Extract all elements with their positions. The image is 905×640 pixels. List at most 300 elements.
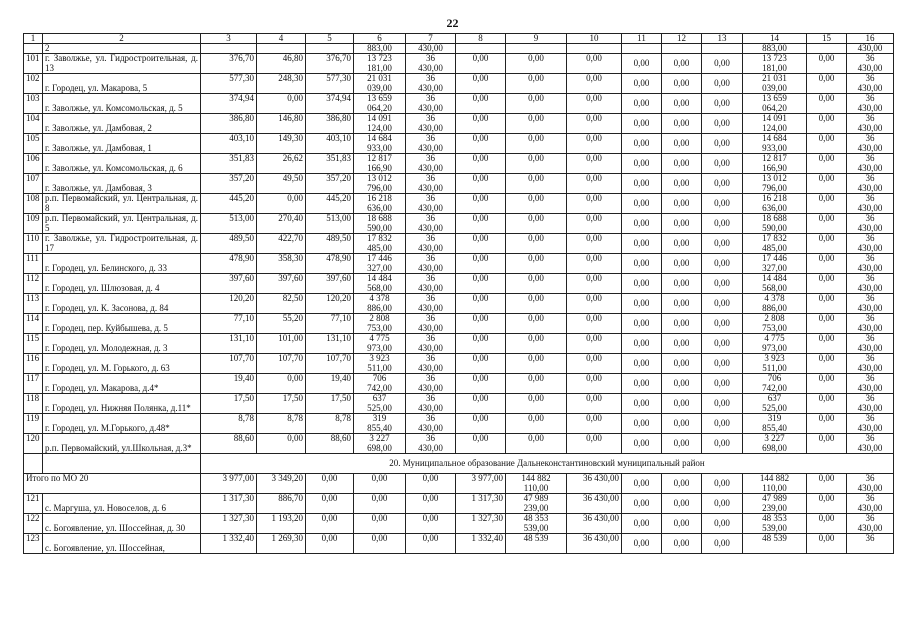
- data-table: [23, 33, 894, 554]
- area-repair: 445,20: [306, 194, 354, 214]
- cell-c9: 0,00: [506, 314, 567, 334]
- cost-total-final: [743, 154, 807, 174]
- cell-c11: 0,00: [622, 274, 662, 294]
- section-empty: [43, 454, 201, 474]
- cost-total-final-bottom: 166,90: [762, 162, 787, 173]
- cost-unit: [406, 294, 456, 314]
- cost-unit-bottom: 430,00: [418, 102, 443, 113]
- cost-unit-final-top: 36: [865, 193, 875, 203]
- total-cost-bottom: 110,00: [523, 482, 549, 493]
- cell-c10: 0,00: [567, 154, 622, 174]
- column-number: 14: [743, 34, 807, 44]
- address: р.п. Первомайский, ул. Центральная, д. 5: [43, 214, 201, 234]
- cost-unit-final-top: 36: [865, 493, 875, 503]
- cell-c9: 0,00: [506, 134, 567, 154]
- cell-c9: 0,00: [506, 374, 567, 394]
- cost-unit: [406, 374, 456, 394]
- cost-unit-top: 36: [426, 393, 435, 403]
- cell-c11: 0,00: [622, 134, 662, 154]
- cell-c10: 0,00: [567, 114, 622, 134]
- cost-unit-final: [847, 134, 894, 154]
- cost-unit-final-bottom: 430,00: [857, 382, 883, 393]
- column-number: 2: [43, 34, 201, 44]
- cell-c10: 0,00: [567, 294, 622, 314]
- cell-c2: 2: [43, 44, 201, 54]
- cell-c5: [306, 44, 354, 54]
- cell-c11: 0,00: [622, 94, 662, 114]
- cell-c15: 0,00: [807, 54, 847, 74]
- cell-c13: 0,00: [702, 414, 743, 434]
- row-number: 109: [24, 214, 43, 234]
- cost-unit: [406, 174, 456, 194]
- cell-c10: 0,00: [567, 74, 622, 94]
- cost-unit-final-top: 36: [865, 353, 875, 363]
- column-number: 1: [24, 34, 43, 44]
- cost-unit: [406, 54, 456, 74]
- cost-total-final: [743, 534, 807, 554]
- cost-total-final: [743, 134, 807, 154]
- row-number: 108: [24, 194, 43, 214]
- cost-total-final-top: 13 012: [762, 173, 787, 183]
- column-number: 13: [702, 34, 743, 44]
- cost-unit-bottom: 430,00: [418, 222, 443, 233]
- area-repair: 478,90: [306, 254, 354, 274]
- cost-total-final-top: 706: [767, 373, 782, 383]
- cell-c13: 0,00: [702, 114, 743, 134]
- cost-unit-final-top: 36: [865, 173, 875, 183]
- table-row: [24, 514, 894, 534]
- cost-total-final-top: 14 091: [762, 113, 787, 123]
- address: г. Городец, ул. Молодежная, д. 3: [43, 334, 201, 354]
- cost-unit-top: 36: [426, 433, 435, 443]
- area-total: 77,10: [201, 314, 257, 334]
- area-repair: 17,50: [306, 394, 354, 414]
- column-number: 4: [257, 34, 306, 44]
- cell-c11: 0,00: [622, 434, 662, 454]
- area-total: 131,10: [201, 334, 257, 354]
- cost-unit: [406, 254, 456, 274]
- cell-c15: 0,00: [807, 374, 847, 394]
- cost-unit-final: [847, 374, 894, 394]
- cost-total-final: [743, 294, 807, 314]
- cell-c13: 0,00: [702, 174, 743, 194]
- cell-c15: [807, 44, 847, 54]
- cost-unit: [406, 194, 456, 214]
- cell-c15: 0,00: [807, 394, 847, 414]
- row-number: 123: [24, 534, 43, 554]
- cell-c12: 0,00: [662, 54, 702, 74]
- row-number: 110: [24, 234, 43, 254]
- cell-c13: 0,00: [702, 254, 743, 274]
- cost-unit-final-bottom: 430,00: [857, 522, 883, 533]
- cost-unit-final-top: 36: [865, 53, 875, 63]
- cell-c13: 0,00: [702, 354, 743, 374]
- area-living: 17,50: [257, 394, 306, 414]
- area-repair: 489,50: [306, 234, 354, 254]
- cell-c14: 883,00: [743, 44, 807, 54]
- column-number: 5: [306, 34, 354, 44]
- area-total: 120,20: [201, 294, 257, 314]
- cost-total-final-bottom: 796,00: [762, 182, 787, 193]
- area-total: 577,30: [201, 74, 257, 94]
- area-repair: 77,10: [306, 314, 354, 334]
- cost-unit-top: 36: [426, 273, 435, 283]
- cost-total-bottom: 039,00: [367, 82, 392, 93]
- area-living: 422,70: [257, 234, 306, 254]
- cell-c8: 0,00: [456, 174, 506, 194]
- cost-unit-final: [847, 174, 894, 194]
- address: с. Богоявление, ул. Шоссейная,: [43, 534, 201, 554]
- cost-total-bottom: 973,00: [367, 342, 392, 353]
- cost-unit: [406, 134, 456, 154]
- address: г. Городец, ул. К. Засонова, д. 84: [43, 294, 201, 314]
- area-living: 146,80: [257, 114, 306, 134]
- total-cost: [506, 474, 567, 494]
- area-living: 149,30: [257, 134, 306, 154]
- address: г. Заволжье, ул. Комсомольская, д. 5: [43, 94, 201, 114]
- cost-total-top: 14 684: [367, 133, 392, 143]
- table-row: [24, 494, 894, 514]
- cost-total-bottom: 590,00: [367, 222, 392, 233]
- cell-c11: 0,00: [622, 214, 662, 234]
- cost-unit-final-bottom: 430,00: [857, 282, 883, 293]
- cell-c8: 0,00: [456, 434, 506, 454]
- cost-total: [506, 514, 567, 534]
- cost-total-bottom: 239,00: [523, 502, 549, 513]
- cost-total-top: 14 484: [367, 273, 392, 283]
- address: г. Заволжье, ул. Дамбовая, 2: [43, 114, 201, 134]
- table-row: [24, 54, 894, 74]
- area-living: 82,50: [257, 294, 306, 314]
- cost-total: [354, 394, 406, 414]
- cell-c12: 0,00: [662, 74, 702, 94]
- cost-unit-final-top: 36: [865, 393, 875, 403]
- cell-c10: 0,00: [567, 134, 622, 154]
- cost-total-bottom: 742,00: [367, 382, 392, 393]
- cost-unit-final: [847, 334, 894, 354]
- cost-unit-bottom: 430,00: [418, 422, 443, 433]
- cost-total-final-top: 3 227: [764, 433, 785, 443]
- cost-unit-bottom: 430,00: [418, 302, 443, 313]
- cost-unit: 36 430,00: [567, 514, 622, 534]
- cost-unit-top: 36: [426, 73, 435, 83]
- cost-unit-bottom: 430,00: [418, 182, 443, 193]
- cell-c10: 0,00: [567, 274, 622, 294]
- area-total: 1 332,40: [201, 534, 257, 554]
- cell-c9: 0,00: [506, 414, 567, 434]
- cost-total-final: [743, 274, 807, 294]
- cell-c9: 0,00: [506, 334, 567, 354]
- cost-total-top: 3 923: [369, 353, 390, 363]
- cell-c9: 0,00: [506, 394, 567, 414]
- cost-total-top: 13 012: [367, 173, 392, 183]
- cost-unit-bottom: 430,00: [418, 442, 443, 453]
- cost-total-final-bottom: 539,00: [762, 522, 787, 533]
- table-row: [24, 214, 894, 234]
- total-unit: 36 430,00: [567, 474, 622, 494]
- cost-unit-final-top: 36: [865, 373, 875, 383]
- column-number: 3: [201, 34, 257, 44]
- cost-total-final-top: 4 775: [764, 333, 785, 343]
- cost-unit-final-bottom: 430,00: [857, 262, 883, 273]
- cost-unit-final: [847, 294, 894, 314]
- area-living: 397,60: [257, 274, 306, 294]
- cost-unit-final-top: 36: [865, 433, 875, 443]
- table-row: [24, 74, 894, 94]
- cost-unit-bottom: 430,00: [418, 82, 443, 93]
- cost-total-top: 4 775: [369, 333, 390, 343]
- cost-unit-bottom: 430,00: [418, 402, 443, 413]
- cell-c15: 0,00: [807, 74, 847, 94]
- cost-total: [354, 434, 406, 454]
- cell-c12: 0,00: [662, 474, 702, 494]
- cost-total-final-bottom: 525,00: [762, 402, 787, 413]
- cost-unit: [406, 114, 456, 134]
- area-living: 0,00: [257, 374, 306, 394]
- cell-c8: 0,00: [456, 134, 506, 154]
- cost-unit-final-bottom: 430,00: [857, 142, 883, 153]
- cost-total-top: 17 832: [367, 233, 392, 243]
- cost-total-final: [743, 94, 807, 114]
- cost-unit-final-top: 36: [865, 253, 875, 263]
- cell-c13: 0,00: [702, 494, 743, 514]
- cost-total-bottom: 698,00: [367, 442, 392, 453]
- cost-unit-final-top: 36: [865, 513, 875, 523]
- cost-unit-top: 36: [426, 413, 435, 423]
- cell-c15: 0,00: [807, 494, 847, 514]
- address: г. Городец, пер. Куйбышева, д. 5: [43, 314, 201, 334]
- total-cost-final: [743, 474, 807, 494]
- cost-total-top: 48 353: [523, 513, 549, 523]
- area-total: 513,00: [201, 214, 257, 234]
- column-number: 7: [406, 34, 456, 44]
- cost-total-final-top: 17 446: [762, 253, 787, 263]
- cell-c13: 0,00: [702, 274, 743, 294]
- total-label: Итого по МО 20: [24, 474, 201, 494]
- cost-unit-final-top: 36: [865, 333, 875, 343]
- cost-unit-final: [847, 214, 894, 234]
- cost-unit-final-top: 36: [865, 293, 875, 303]
- cost-unit-top: 36: [426, 293, 435, 303]
- cost-unit-final-bottom: 430,00: [857, 62, 883, 73]
- cost-unit-final-top: 36: [865, 533, 875, 543]
- area-total: 445,20: [201, 194, 257, 214]
- cell-c7: 0,00: [406, 494, 456, 514]
- area-repair: 357,20: [306, 174, 354, 194]
- cost-total: [506, 494, 567, 514]
- cell-c9: 0,00: [506, 294, 567, 314]
- cost-total-bottom: 933,00: [367, 142, 392, 153]
- cell-c9: 0,00: [506, 74, 567, 94]
- cost-total: [354, 414, 406, 434]
- cell-c10: 0,00: [567, 414, 622, 434]
- cost-unit: [406, 274, 456, 294]
- cell-c15: 0,00: [807, 314, 847, 334]
- cost-total-final-top: 13 659: [762, 93, 787, 103]
- cost-unit-final: [847, 234, 894, 254]
- address: г. Городец, ул. Макарова, д.4*: [43, 374, 201, 394]
- area-repair: 120,20: [306, 294, 354, 314]
- cell-c12: 0,00: [662, 334, 702, 354]
- cell-c15: 0,00: [807, 154, 847, 174]
- cell-c9: 0,00: [506, 214, 567, 234]
- cell-c15: 0,00: [807, 294, 847, 314]
- address: г. Городец, ул. Белинского, д. 33: [43, 254, 201, 274]
- cost-unit-final: [847, 394, 894, 414]
- cost-unit: 36 430,00: [567, 494, 622, 514]
- address: г. Городец, ул. М.Горького, д.48*: [43, 414, 201, 434]
- cost-total-top: 706: [372, 373, 387, 383]
- cost-total: [354, 54, 406, 74]
- cell-c8: 0,00: [456, 314, 506, 334]
- cell-c12: 0,00: [662, 274, 702, 294]
- cell-c10: 0,00: [567, 94, 622, 114]
- cost-total-final-bottom: 039,00: [762, 82, 787, 93]
- cell-c6: 0,00: [354, 494, 406, 514]
- area-repair: 107,70: [306, 354, 354, 374]
- cell-c6: 0,00: [354, 534, 406, 554]
- cost-total: [354, 354, 406, 374]
- cell-c15: 0,00: [807, 254, 847, 274]
- cost-total-final-bottom: 855,40: [762, 422, 787, 433]
- cost-unit: [406, 94, 456, 114]
- area-repair: 397,60: [306, 274, 354, 294]
- cost-total-top: 48 539: [523, 533, 549, 543]
- cell-c12: 0,00: [662, 214, 702, 234]
- cell-c6: 0,00: [354, 514, 406, 534]
- cell-c3: [201, 44, 257, 54]
- row-number: 104: [24, 114, 43, 134]
- cost-unit-final: [847, 434, 894, 454]
- cell-c12: 0,00: [662, 94, 702, 114]
- total-living: 3 349,20: [257, 474, 306, 494]
- row-number: 120: [24, 434, 43, 454]
- area-total: 1 327,30: [201, 514, 257, 534]
- cost-total: [354, 314, 406, 334]
- cost-unit-top: 36: [426, 93, 435, 103]
- cost-unit-final: [847, 114, 894, 134]
- address: р.п. Первомайский, ул.Школьная, д.3*: [43, 434, 201, 454]
- cost-total-final-bottom: 698,00: [762, 442, 787, 453]
- cell-c15: 0,00: [807, 534, 847, 554]
- area-total: 8,78: [201, 414, 257, 434]
- cell-c15: 0,00: [807, 514, 847, 534]
- cell-c15: 0,00: [807, 354, 847, 374]
- cost-total: [354, 134, 406, 154]
- cost-unit: [406, 434, 456, 454]
- area-repair: 374,94: [306, 94, 354, 114]
- row-number: 101: [24, 54, 43, 74]
- cost-unit: [406, 394, 456, 414]
- cell-c9: 0,00: [506, 94, 567, 114]
- area-living: 49,50: [257, 174, 306, 194]
- area-total: 357,20: [201, 174, 257, 194]
- address: с. Богоявление, ул. Шоссейная, д. 30: [43, 514, 201, 534]
- row-number: 111: [24, 254, 43, 274]
- area-living: 358,30: [257, 254, 306, 274]
- cell-c13: 0,00: [702, 434, 743, 454]
- cell-c15: 0,00: [807, 434, 847, 454]
- table-row: [24, 294, 894, 314]
- section-row: [24, 454, 894, 474]
- cell-c13: 0,00: [702, 334, 743, 354]
- cost-unit-final-top: 36: [865, 73, 875, 83]
- cell-c12: 0,00: [662, 194, 702, 214]
- cost-unit-top: 36: [426, 233, 435, 243]
- cost-unit-final: [847, 74, 894, 94]
- cost-unit-final-bottom: 430,00: [857, 82, 883, 93]
- area-total: 489,50: [201, 234, 257, 254]
- cost-unit-final-bottom: 430,00: [857, 242, 883, 253]
- area-repair: 351,83: [306, 154, 354, 174]
- area-total: 19,40: [201, 374, 257, 394]
- cost-total-final: [743, 494, 807, 514]
- cell-c15: 0,00: [807, 414, 847, 434]
- cost-unit-final-bottom: 430,00: [857, 162, 883, 173]
- cell-c15: 0,00: [807, 334, 847, 354]
- cost-unit: 36 430,00: [567, 534, 622, 554]
- cell-c7: 0,00: [406, 534, 456, 554]
- cost-total-top: 319: [372, 413, 387, 423]
- cost-unit: [406, 314, 456, 334]
- cell-c13: 0,00: [702, 234, 743, 254]
- column-number: 11: [622, 34, 662, 44]
- cost-unit-final: [847, 54, 894, 74]
- area-living: 0,00: [257, 434, 306, 454]
- cost-unit-final: [847, 354, 894, 374]
- cost-unit-final-bottom: 430,00: [857, 102, 883, 113]
- cell-c15: 0,00: [807, 214, 847, 234]
- cost-total: [354, 194, 406, 214]
- page-number: 22: [446, 16, 459, 30]
- row-number: 121: [24, 494, 43, 514]
- cell-c12: 0,00: [662, 154, 702, 174]
- cell-c12: 0,00: [662, 494, 702, 514]
- cell-c8: 0,00: [456, 214, 506, 234]
- cost-total-bottom: 636,00: [367, 202, 392, 213]
- area-living: 0,00: [257, 94, 306, 114]
- cost-total-bottom: 568,00: [367, 282, 392, 293]
- section-empty: [24, 454, 43, 474]
- cell-c10: 0,00: [567, 354, 622, 374]
- cost-unit-final-top: 36: [865, 213, 875, 223]
- area-total: 17,50: [201, 394, 257, 414]
- cost-total-final: [743, 214, 807, 234]
- cost-total-final: [743, 114, 807, 134]
- cell-c10: 0,00: [567, 234, 622, 254]
- cost-total-bottom: 539,00: [523, 522, 549, 533]
- cost-total-top: 47 989: [523, 493, 549, 503]
- cost-total: [354, 254, 406, 274]
- cost-unit: [406, 214, 456, 234]
- cost-unit-bottom: 430,00: [418, 362, 443, 373]
- cell-c8: 0,00: [456, 334, 506, 354]
- area-total: 107,70: [201, 354, 257, 374]
- cost-total-final-top: 12 817: [762, 153, 787, 163]
- cost-total-final: [743, 414, 807, 434]
- cell-c13: 0,00: [702, 294, 743, 314]
- total-row: [24, 474, 894, 494]
- area-total: 376,70: [201, 54, 257, 74]
- cost-total: [354, 234, 406, 254]
- cost-total-final: [743, 234, 807, 254]
- row-number: 103: [24, 94, 43, 114]
- cost-total-bottom: 886,00: [367, 302, 392, 313]
- row-number: 119: [24, 414, 43, 434]
- column-number: 6: [354, 34, 406, 44]
- address: г. Городец, ул. Шлюзовая, д. 4: [43, 274, 201, 294]
- cell-c9: 0,00: [506, 154, 567, 174]
